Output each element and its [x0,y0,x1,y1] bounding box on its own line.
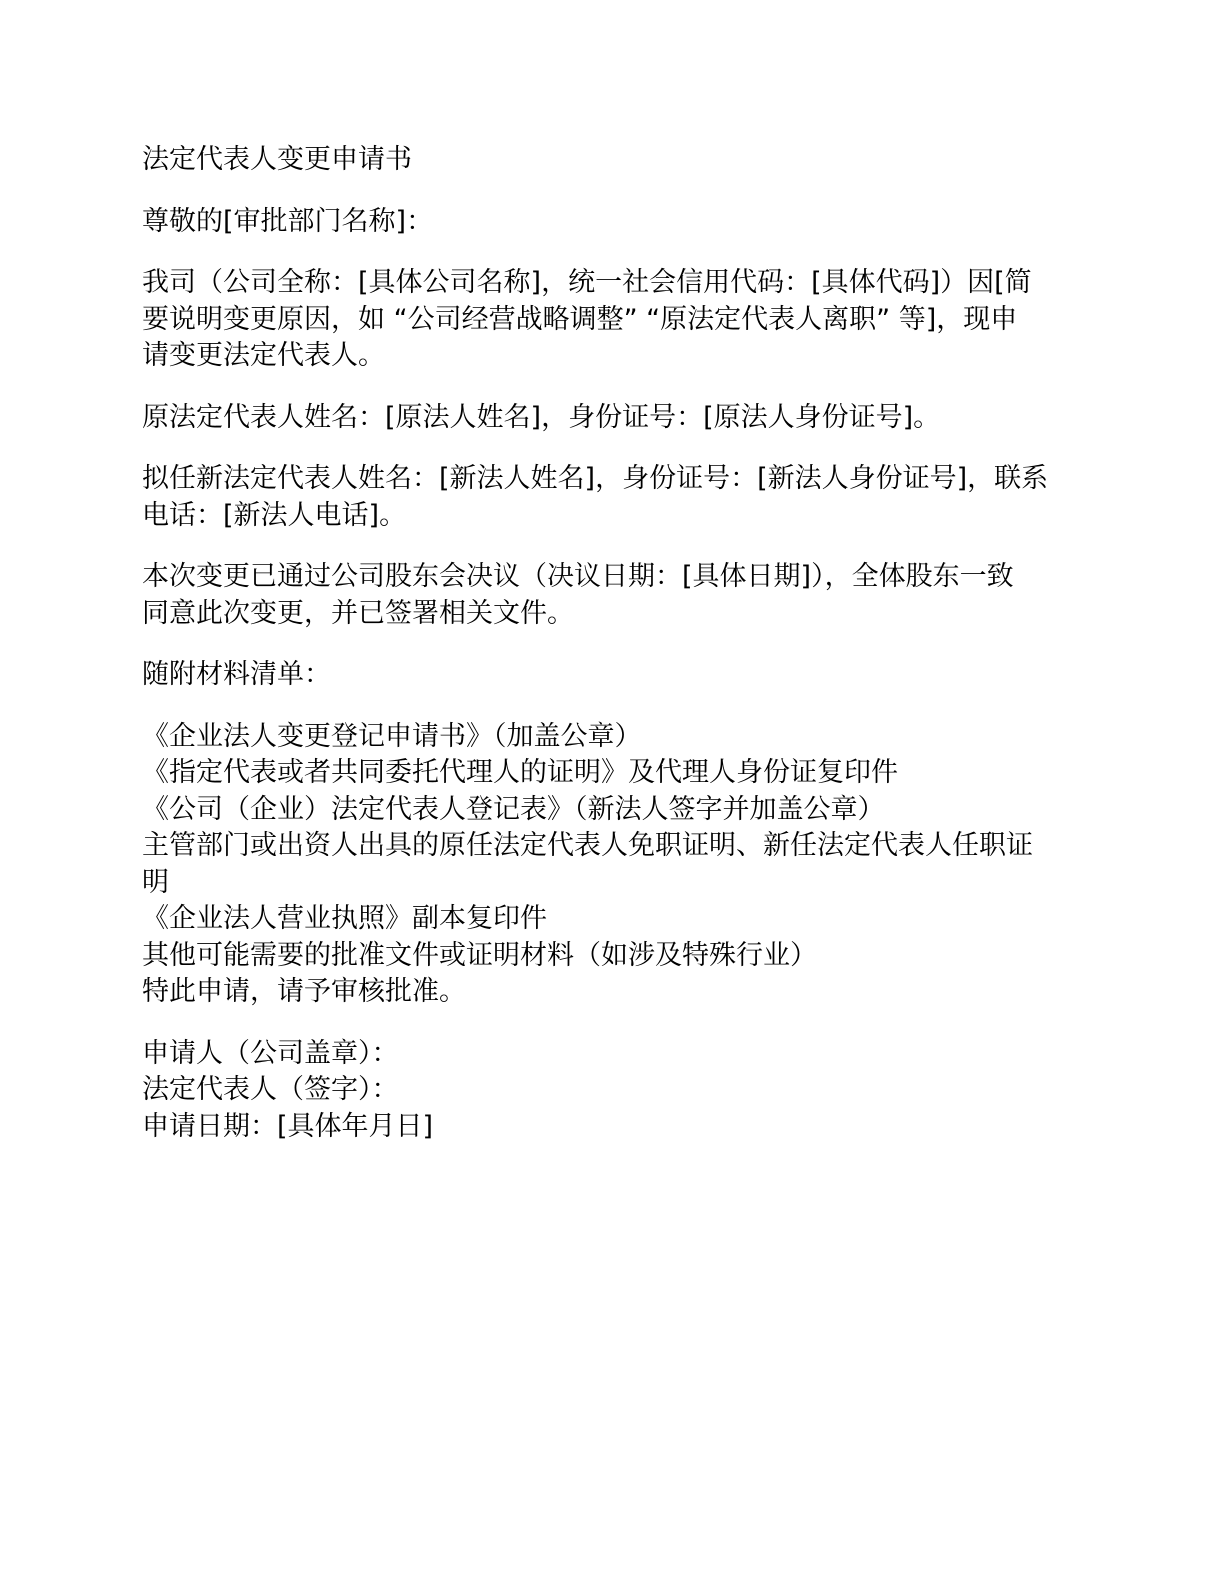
closing-line: 特此申请，请予审核批准。 [142,976,466,1007]
legal-representative-line: 法定代表人（签字）： [142,1074,399,1105]
title-text: 法定代表人变更申请书 [142,144,412,175]
paragraph-line: 电话：[新法人电话]。 [142,499,407,531]
materials-list [142,719,1072,1011]
reason-paragraph [142,265,1072,375]
paragraph-line: 原法定代表人姓名：[原法人姓名]，身份证号：[原法人身份证号]。 [142,401,941,433]
paragraph-line: 要说明变更原因，如 “公司经营战略调整” “原法定代表人离职” 等]，现申 [142,303,1018,335]
materials-heading [142,657,1072,694]
document-title [142,142,1072,179]
paragraph-line: 请变更法定代表人。 [142,340,385,371]
list-item: 《企业法人营业执照》副本复印件 [142,903,547,934]
list-item: 明 [142,866,169,898]
paragraph-line: 拟任新法定代表人姓名：[新法人姓名]，身份证号：[新法人身份证号]，联系 [142,463,1049,494]
salutation [142,204,1072,241]
salutation-text: 尊敬的[审批部门名称]： [142,205,434,237]
list-item: 其他可能需要的批准文件或证明材料（如涉及特殊行业） [142,939,817,971]
document-page [142,142,1072,1170]
application-date-line: 申请日期：[具体年月日] [142,1110,434,1142]
list-item: 《指定代表或者共同委托代理人的证明》及代理人身份证复印件 [142,757,898,788]
signature-block [142,1036,1072,1146]
list-item: 《公司（企业）法定代表人登记表》（新法人签字并加盖公章） [142,793,885,825]
materials-heading-text: 随附材料清单： [142,659,331,690]
new-representative-paragraph [142,461,1072,534]
original-representative-paragraph [142,400,1072,437]
resolution-paragraph [142,559,1072,632]
paragraph-line: 同意此次变更，并已签署相关文件。 [142,597,574,629]
list-item: 《企业法人变更登记申请书》（加盖公章） [142,720,642,752]
paragraph-line: 我司（公司全称：[具体公司名称]，统一社会信用代码：[具体代码]）因[简 [142,267,1032,298]
paragraph-line: 本次变更已通过公司股东会决议（决议日期：[具体日期]），全体股东一致 [142,561,1014,592]
list-item: 主管部门或出资人出具的原任法定代表人免职证明、新任法定代表人任职证 [142,830,1033,861]
applicant-line: 申请人（公司盖章）： [142,1037,399,1069]
